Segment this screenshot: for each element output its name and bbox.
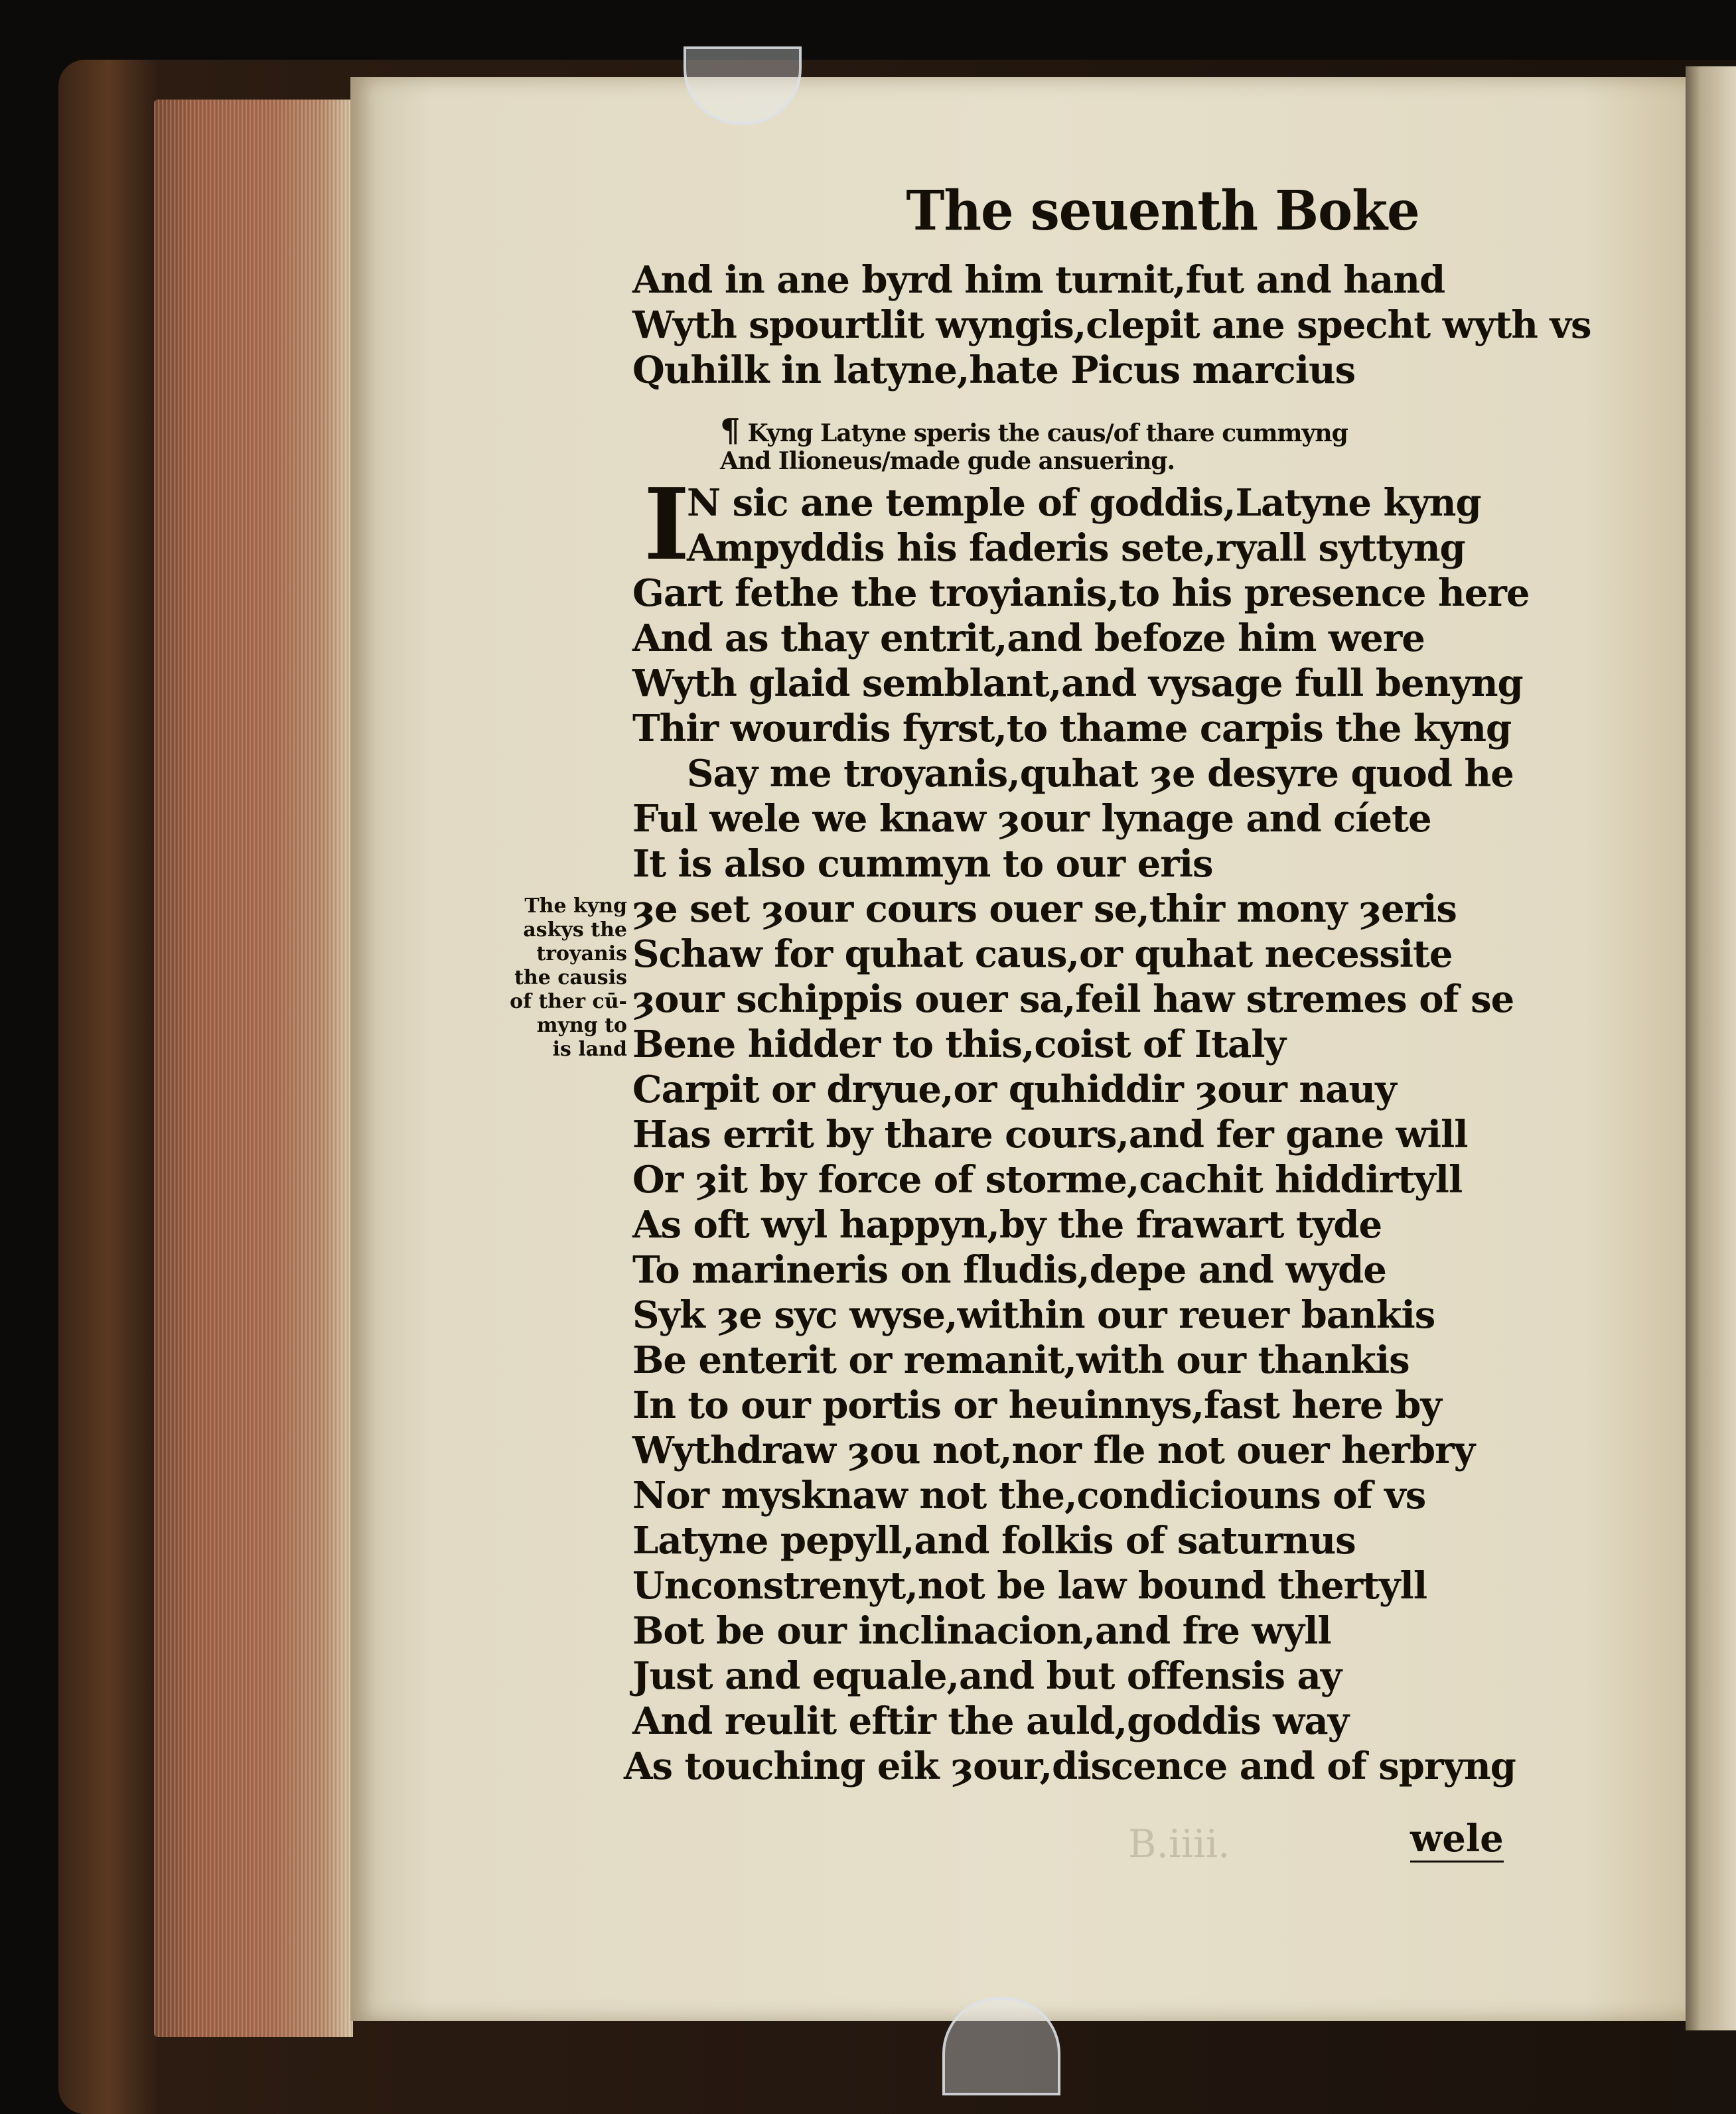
top-line-1: And in ane byrd him turnit,fut and hand — [632, 258, 1445, 302]
margin-note-line: troyanis — [536, 942, 627, 965]
verse-line-8: Ful wele we knaw ȝour lynage and cíete — [632, 797, 1431, 841]
margin-note-line: the causis — [514, 966, 627, 989]
verse-line-24: Latyne pepyll,and folkis of saturnus — [632, 1519, 1356, 1563]
marginal-note — [484, 894, 627, 1062]
margin-note-line: is land — [552, 1038, 627, 1061]
verse-line-2: Ampyddis his faderis sete,ryall syttyng — [687, 526, 1465, 570]
verse-line-21: In to our portis or heuinnys,fast here by — [632, 1383, 1441, 1427]
verse-line-4: And as thay entrit,and befoze him were — [632, 616, 1425, 660]
verse-line-27: Just and equale,and but offensis ay — [632, 1654, 1342, 1698]
verse-line-7: Say me troyanis,quhat ȝe desyre quod he — [687, 752, 1514, 796]
verse-line-11: Schaw for quhat caus,or quhat necessite — [632, 932, 1453, 976]
rubric-heading — [720, 412, 1348, 475]
verse-line-23: Nor mysknaw not the,condiciouns of vs — [632, 1474, 1426, 1517]
verse-line-6: Thir wourdis fyrst,to thame carpis the kyng — [632, 707, 1512, 750]
verse-line-29: As touching eik ȝour,discence and of spryng — [624, 1744, 1516, 1788]
verse-line-12: ȝour schippis ouer sa,feil haw stremes of se — [632, 977, 1514, 1021]
verse-line-16: Or ȝit by force of storme,cachit hiddirtyll — [632, 1158, 1463, 1202]
verse-line-10: ȝe set ȝour cours ouer se,thir mony ȝeris — [632, 887, 1457, 931]
verse-line-19: Syk ȝe syc wyse,within our reuer bankis — [632, 1293, 1435, 1337]
rubric-line-1: Kyng Latyne speris the caus/of thare cummyng — [747, 419, 1348, 447]
verse-line-13: Bene hidder to this,coist of Italy — [632, 1022, 1286, 1066]
top-line-3: Quhilk in latyne,hate Picus marcius — [632, 348, 1356, 392]
margin-note-line: myng to — [536, 1014, 627, 1037]
verse-line-18: To marineris on fludis,depe and wyde — [632, 1248, 1386, 1292]
verse-line-15: Has errit by thare cours,and fer gane will — [632, 1113, 1468, 1157]
rubric-line-2: And Ilioneus/made gude ansuering. — [720, 447, 1175, 475]
running-head: The seuenth Boke — [906, 179, 1419, 243]
drop-cap: I — [644, 466, 690, 582]
margin-note-line: askys the — [523, 918, 627, 942]
verse-line-22: Wythdraw ȝou not,nor fle not ouer herbry — [632, 1429, 1475, 1472]
verse-line-14: Carpit or dryue,or quhiddir ȝour nauy — [632, 1068, 1396, 1111]
book-clip-bottom — [942, 1997, 1060, 2095]
verse-line-9: It is also cummyn to our eris — [632, 842, 1213, 886]
faint-signature-mark: B.iiii. — [1128, 1821, 1230, 1867]
verse-line-3: Gart fethe the troyianis,to his presence here — [632, 571, 1530, 615]
facing-page-edge — [1686, 66, 1736, 2030]
verse-line-17: As oft wyl happyn,by the frawart tyde — [632, 1203, 1382, 1247]
verse-line-25: Unconstrenyt,not be law bound thertyll — [632, 1564, 1427, 1608]
pilcrow-icon: ¶ — [720, 412, 740, 449]
verse-line-28: And reulit eftir the auld,goddis way — [632, 1699, 1349, 1743]
page-fore-edge — [154, 100, 353, 2037]
margin-note-line: The kyng — [524, 894, 627, 918]
verse-line-20: Be enterit or remanit,with our thankis — [632, 1338, 1410, 1382]
verse-line-26: Bot be our inclinacion,and fre wyll — [632, 1609, 1331, 1653]
verse-line-1: N sic ane temple of goddis,Latyne kyng — [687, 481, 1481, 525]
catchword: wele — [1410, 1817, 1504, 1863]
top-line-2: Wyth spourtlit wyngis,clepit ane specht wyth vs — [632, 303, 1591, 347]
verse-line-5: Wyth glaid semblant,and vysage full benyng — [632, 662, 1523, 705]
margin-note-line: of ther cū- — [510, 990, 627, 1013]
